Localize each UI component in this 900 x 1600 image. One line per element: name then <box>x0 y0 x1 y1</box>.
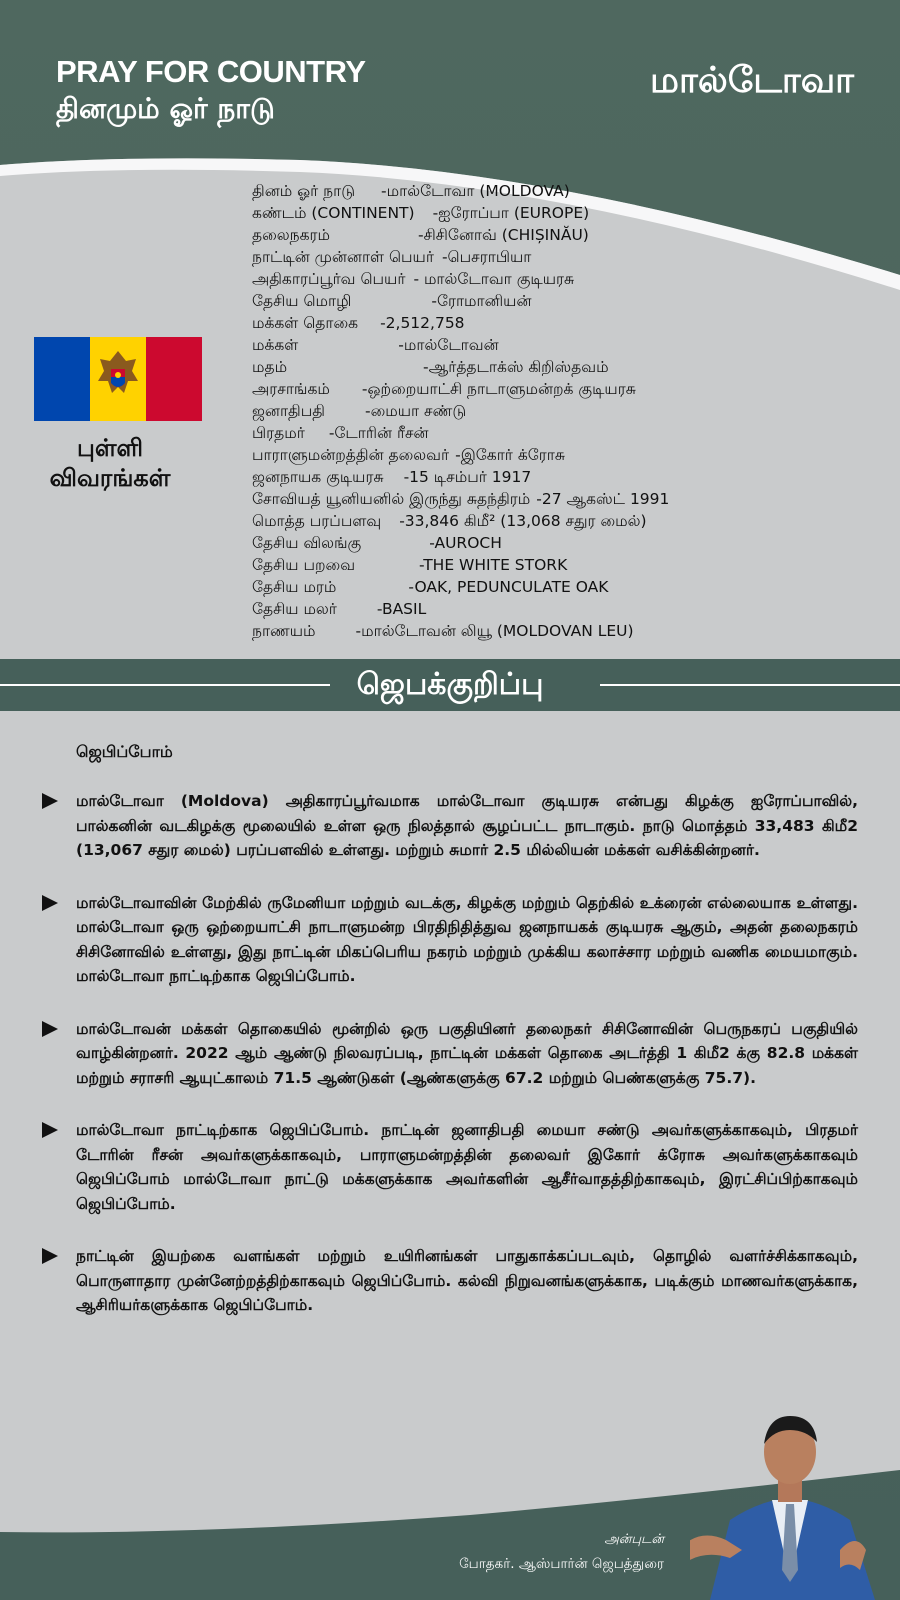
pastor-photo <box>690 1400 890 1600</box>
fact-key: ஜனநாயக குடியரசு <box>252 468 384 486</box>
fact-key: தினம் ஓர் நாடு <box>252 182 356 200</box>
prayer-point-text: மால்டோவாவின் மேற்கில் ருமேனியா மற்றும் வடக்கு, கிழக்கு மற்றும் தெற்கில் உக்ரைன் எல்லையாக உள்ளது. மால்டோவா ஒரு ஒற்றையாட்சி நாடாளுமன்ற பிரதிநிதித்துவ ஜனநாயகக் குடியரசு ஆகும், அதன் தலைநகரம் சிசினோவில் உள்ளது, இது நாட்டின் மிகப்பெரிய நகரம் மற்றும் முக்கிய கலாச்சார மற்றும் வணிக மையமாகும். மால்டோவா நாட்டிற்காக ஜெபிப்போம். <box>76 893 858 985</box>
fact-row <box>252 554 812 576</box>
fact-row <box>252 224 812 246</box>
prayer-section-band <box>0 659 900 711</box>
fact-row <box>252 334 812 356</box>
prayer-point-text: மால்டோவன் மக்கள் தொகையில் மூன்றில் ஒரு பகுதியினர் தலைநகர் சிசினோவின் பெருநகரப் பகுதியில் வாழ்கின்றனர். 2022 ஆம் ஆண்டு நிலவரப்படி, நாட்டின் மக்கள் தொகை அடர்த்தி 1 கிமீ2 க்கு 82.8 மக்கள் மற்றும் சராசரி ஆயுட்காலம் 71.5 ஆண்டுகள் (ஆண்களுக்கு 67.2 மற்றும் பெண்களுக்கு 75.7). <box>76 1019 858 1087</box>
fact-value: -ஆர்த்தடாக்ஸ் கிறிஸ்தவம் <box>423 358 609 376</box>
fact-value: -THE WHITE STORK <box>419 556 568 574</box>
fact-row <box>252 576 812 598</box>
fact-value: -ஒற்றையாட்சி நாடாளுமன்றக் குடியரசு <box>361 380 636 398</box>
fact-row <box>252 268 812 290</box>
fact-value: -15 டிசம்பர் 1917 <box>403 468 532 486</box>
prayer-point <box>40 1017 858 1091</box>
fact-row <box>252 510 812 532</box>
fact-key: அரசாங்கம் <box>252 380 330 398</box>
fact-key: மொத்த பரப்பளவு <box>252 512 382 530</box>
fact-key: ஜனாதிபதி <box>252 402 325 420</box>
prayer-section-title: ஜெபக்குறிப்பு <box>356 667 544 702</box>
fact-row <box>252 246 812 268</box>
header-title-ta: தினமும் ஓர் நாடு <box>56 92 275 125</box>
fact-key: தேசிய மொழி <box>252 292 352 310</box>
flag-red-stripe <box>146 337 202 421</box>
prayer-point <box>40 891 858 989</box>
fact-value: -சிசினோவ் (CHIȘINĂU) <box>417 226 589 244</box>
facts-heading-line1: புள்ளி <box>76 434 144 462</box>
fact-value: - மால்டோவா குடியரசு <box>413 270 575 288</box>
fact-value: -பெசராபியா <box>441 248 532 266</box>
flag-yellow-stripe <box>90 337 146 421</box>
bullet-arrow-icon <box>42 1122 58 1138</box>
prayer-point-text: மால்டோவா (Moldova) அதிகாரப்பூர்வமாக மால்டோவா குடியரசு என்பது கிழக்கு ஐரோப்பாவில், பால்கனின் வடகிழக்கு மூலையில் உள்ள ஒரு நிலத்தால் சூழப்பட்ட நாடாகும். நாடு மொத்தம் 33,483 கிமீ2 (13,067 சதுர மைல்) பரப்பளவில் உள்ளது. மற்றும் சுமார் 2.5 மில்லியன் மக்கள் வசிக்கின்றனர். <box>76 792 858 859</box>
fact-key: தேசிய மரம் <box>252 578 337 596</box>
fact-row <box>252 422 812 444</box>
fact-key: நாணயம் <box>252 622 316 640</box>
fact-value: -ரோமானியன் <box>431 292 532 310</box>
country-facts-list <box>252 180 812 642</box>
fact-key: தலைநகரம் <box>252 226 330 244</box>
bullet-arrow-icon <box>42 1021 58 1037</box>
coat-of-arms-icon <box>90 337 146 421</box>
fact-key: மக்கள் <box>252 336 299 354</box>
fact-key: தேசிய விலங்கு <box>252 534 362 552</box>
bullet-arrow-icon <box>42 793 58 809</box>
fact-row <box>252 620 812 642</box>
fact-row <box>252 356 812 378</box>
prayer-point <box>40 1244 858 1318</box>
header-title-en: PRAY FOR COUNTRY <box>56 54 366 89</box>
fact-value: -ஐரோப்பா (EUROPE) <box>432 204 590 222</box>
fact-row <box>252 532 812 554</box>
fact-key: மதம் <box>252 358 288 376</box>
fact-key: தேசிய பறவை <box>252 556 356 574</box>
fact-key: பாராளுமன்றத்தின் தலைவர் <box>252 446 450 464</box>
fact-value: -33,846 கிமீ² (13,068 சதுர மைல்) <box>399 512 647 530</box>
fact-row <box>252 290 812 312</box>
bullet-arrow-icon <box>42 895 58 911</box>
fact-row <box>252 598 812 620</box>
moldova-flag <box>34 337 202 421</box>
fact-value: -OAK, PEDUNCULATE OAK <box>408 578 609 596</box>
facts-heading-line2: விவரங்கள் <box>49 464 171 492</box>
fact-value: -இகோர் க்ரோசு <box>455 446 565 464</box>
fact-value: -மால்டோவா (MOLDOVA) <box>381 182 570 200</box>
fact-key: அதிகாரப்பூர்வ பெயர் <box>252 270 406 288</box>
fact-row <box>252 180 812 202</box>
fact-row <box>252 378 812 400</box>
fact-value: -BASIL <box>376 600 427 618</box>
prayer-point <box>40 789 858 863</box>
fact-row <box>252 400 812 422</box>
facts-heading <box>46 433 174 493</box>
fact-value: -டோரின் ரீசன் <box>328 424 429 442</box>
fact-key: கண்டம் (CONTINENT) <box>252 204 415 222</box>
prayer-points <box>40 742 858 1346</box>
flag-blue-stripe <box>34 337 90 421</box>
bullet-arrow-icon <box>42 1248 58 1264</box>
fact-key: நாட்டின் முன்னாள் பெயர் <box>252 248 434 266</box>
fact-row <box>252 466 812 488</box>
prayer-lead: ஜெபிப்போம் <box>76 742 173 761</box>
fact-key: தேசிய மலர் <box>252 600 337 618</box>
fact-value: -27 ஆகஸ்ட் 1991 <box>536 490 670 508</box>
fact-row <box>252 202 812 224</box>
signature-label: அன்புடன் <box>604 1532 664 1547</box>
prayer-point-text: நாட்டின் இயற்கை வளங்கள் மற்றும் உயிரினங்கள் பாதுகாக்கப்படவும், தொழில் வளர்ச்சிக்காகவும், பொருளாதார முன்னேற்றத்திற்காகவும் ஜெபிப்போம். கல்வி நிறுவனங்களுக்காக, படிக்கும் மாணவர்களுக்காக, ஆசிரியர்களுக்காக ஜெபிப்போம். <box>76 1247 858 1314</box>
fact-row <box>252 444 812 466</box>
prayer-point-text: மால்டோவா நாட்டிற்காக ஜெபிப்போம். நாட்டின் ஜனாதிபதி மையா சண்டு அவர்களுக்காகவும், பிரதமர் டோரின் ரீசன் அவர்களுக்காகவும், பாராளுமன்றத்தின் தலைவர் இகோர் க்ரோசு அவர்களுக்காகவும் ஜெபிப்போம் மால்டோவா நாட்டு மக்களுக்காக அவர்களின் ஆசீர்வாதத்திற்காகவும், இரட்சிப்பிற்காகவும் ஜெபிப்போம். <box>76 1121 858 1213</box>
fact-value: -AUROCH <box>429 534 502 552</box>
fact-key: பிரதமர் <box>252 424 305 442</box>
fact-value: -2,512,758 <box>380 314 465 332</box>
fact-value: -மையா சண்டு <box>365 402 467 420</box>
country-name: மால்டோவா <box>650 60 854 101</box>
prayer-point <box>40 1118 858 1216</box>
fact-row <box>252 488 812 510</box>
fact-row <box>252 312 812 334</box>
fact-key: சோவியத் யூனியனில் இருந்து சுதந்திரம் <box>252 490 531 508</box>
signature-name: போதகர். ஆஸ்பார்ன் ஜெபத்துரை <box>459 1556 664 1572</box>
fact-value: -மால்டோவன் லியூ (MOLDOVAN LEU) <box>355 622 634 640</box>
fact-key: மக்கள் தொகை <box>252 314 359 332</box>
fact-value: -மால்டோவன் <box>398 336 499 354</box>
